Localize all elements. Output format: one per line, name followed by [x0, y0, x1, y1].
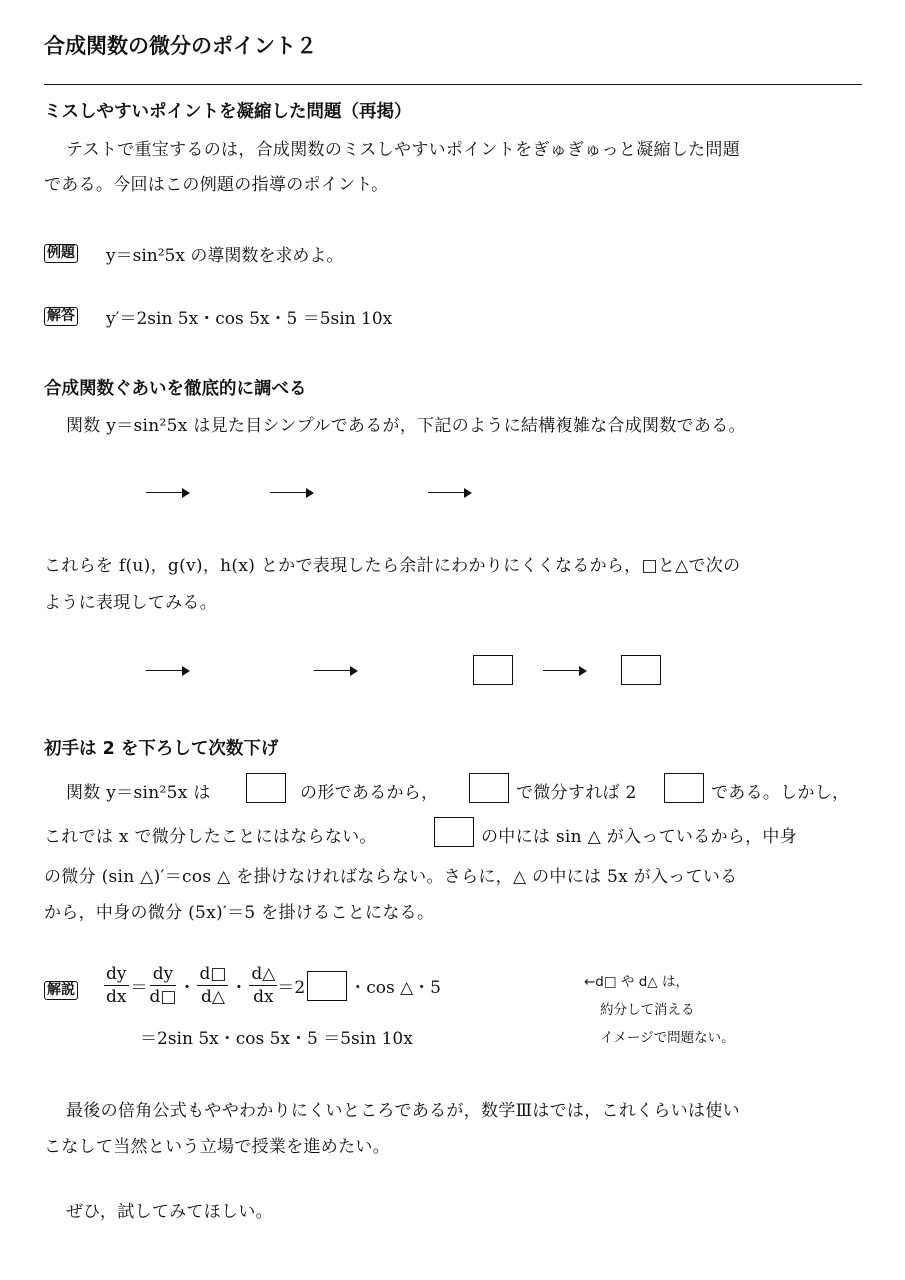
solution-result-line: ＝2sin 5x・cos 5x・5 ＝5sin 10x	[140, 1029, 413, 1049]
s3-line2-part-a: これでは x で微分したことにはならない。	[44, 827, 377, 847]
paragraph-intro-line-2: である。今回はこの例題の指導のポイント。	[44, 175, 389, 195]
solution-chain-rule-equation: $\frac{dy}{dx}$ ＝ $\frac{dy}{d□}$ ・ $\frac{d□}{d\triangle}$ ・ $\frac{d\triangle}{dx}$ ＝2 ・cos △・5	[106, 964, 441, 1007]
paragraph-notation-line-2: ように表現してみる。	[44, 593, 217, 613]
paragraph-notation-line-1: これらを f(u)，g(v)，h(x) とかで表現したら余計にわかりにくくなるから，□と△で次の	[44, 556, 741, 576]
paragraph-composition-line: 関数 y＝sin²5x は見た目シンプルであるが，下記のように結構複雑な合成関数である。	[66, 416, 746, 436]
s3-box-1	[246, 773, 286, 803]
closing-line-2: こなして当然という立場で授業を進めたい。	[44, 1137, 390, 1157]
solution-tag: 解説	[44, 979, 78, 1000]
fraction-dtriangle-dx: $\frac{d\triangle}{dx}$	[251, 964, 276, 1007]
s3-line1-part-b: の形であるから，	[300, 783, 439, 803]
chain2-arrow-3	[543, 666, 587, 676]
closing-line-1: 最後の倍角公式もややわかりにくいところであるが，数学Ⅲはでは，これくらいは使い	[66, 1101, 740, 1121]
fraction-dbox-dtriangle: $\frac{d□}{d\triangle}$	[199, 964, 227, 1007]
section-heading-lower-degree: 初手は 2 を下ろして次数下げ	[44, 739, 279, 759]
chain2-arrow-2	[314, 666, 358, 676]
s3-line1-part-a: 関数 y＝sin²5x は	[66, 783, 211, 803]
answer-tag: 解答	[44, 305, 78, 326]
fraction-dy-dbox: $\frac{dy}{d□}$	[149, 964, 177, 1007]
s3-box-3	[664, 773, 704, 803]
closing-line-3: ぜひ，試してみてほしい。	[66, 1202, 273, 1222]
example-problem-text: y＝sin²5x の導関数を求めよ。	[106, 246, 344, 266]
page-title: 合成関数の微分のポイント２	[44, 34, 317, 58]
s3-box-2	[469, 773, 509, 803]
title-divider	[44, 84, 862, 85]
s3-line1-part-c: で微分すれば 2	[516, 783, 637, 803]
answer-formula: y′＝2sin 5x・cos 5x・5 ＝5sin 10x	[106, 309, 393, 329]
solution-note-line-3: イメージで問題ない。	[600, 1030, 735, 1046]
paragraph-intro-line-1: テストで重宝するのは，合成関数のミスしやすいポイントをぎゅぎゅっと凝縮した問題	[66, 140, 741, 160]
chain2-box-1	[473, 655, 513, 685]
chain1-arrow-1	[146, 488, 190, 498]
solution-note-line-2: 約分して消える	[600, 1002, 695, 1018]
s3-box-4	[434, 817, 474, 847]
example-tag: 例題	[44, 242, 78, 263]
chain2-box-2	[621, 655, 661, 685]
fraction-dy-dx: $\frac{dy}{dx}$	[106, 964, 127, 1007]
s3-line3: の微分 (sin △)′＝cos △ を掛けなければならない。さらに，△ の中には 5x が入っている	[44, 867, 738, 887]
solution-box	[307, 971, 347, 1001]
chain1-arrow-2	[270, 488, 314, 498]
s3-line1-part-d: である。しかし，	[711, 783, 850, 803]
chain2-arrow-1	[146, 666, 190, 676]
s3-line4: から，中身の微分 (5x)′＝5 を掛けることになる。	[44, 903, 435, 923]
section-heading-composition: 合成関数ぐあいを徹底的に調べる	[44, 379, 307, 399]
solution-note-line-1: ←d□ や d△ は，	[584, 974, 689, 990]
section-heading-condensed-problem: ミスしやすいポイントを凝縮した問題（再掲）	[44, 102, 412, 122]
s3-line2-part-b: の中には sin △ が入っているから，中身	[481, 827, 797, 847]
chain1-arrow-3	[428, 488, 472, 498]
